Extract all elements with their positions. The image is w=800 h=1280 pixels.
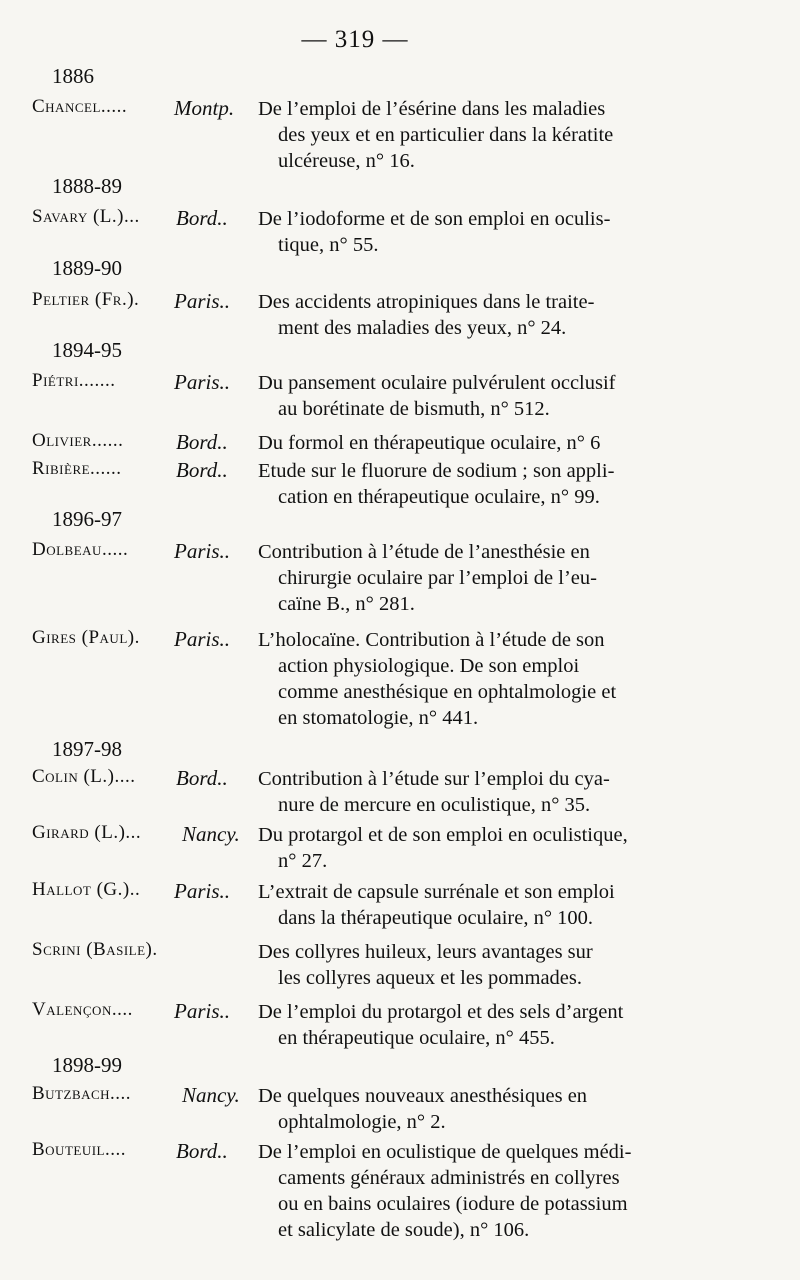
year-heading: 1896-97 xyxy=(52,507,122,531)
entry-title-line: Des collyres huileux, leurs avantages sur xyxy=(258,941,593,963)
entry-title-line: caïne B., n° 281. xyxy=(278,593,415,615)
entry-title-line: Etude sur le fluorure de sodium ; son appli- xyxy=(258,460,615,482)
entry-title-line: Du protargol et de son emploi en oculistique, xyxy=(258,824,628,846)
entry-title xyxy=(258,430,688,456)
entry-title-line: ulcéreuse, n° 16. xyxy=(278,150,415,172)
year-heading: 1894-95 xyxy=(52,338,122,362)
entry-title xyxy=(258,627,688,731)
entry-city: Montp. xyxy=(174,96,235,120)
entry-title-line: et salicylate de soude), n° 106. xyxy=(278,1219,530,1241)
entry-city: Paris.. xyxy=(174,999,231,1023)
entry-title-line: De quelques nouveaux anesthésiques en xyxy=(258,1085,588,1107)
entry-author: Peltier (Fr.). xyxy=(32,289,140,310)
entry-author: Girard (L.)... xyxy=(32,822,142,843)
entry-author: Scrini (Basile). xyxy=(32,939,158,960)
entry-title-line: nure de mercure en oculistique, n° 35. xyxy=(278,794,591,816)
entry-title xyxy=(258,1139,688,1243)
entry-city: Paris.. xyxy=(174,879,231,903)
page-number: — 319 — xyxy=(301,26,409,53)
entry-city: Paris.. xyxy=(174,289,231,313)
entry-title-line: des yeux et en particulier dans la kératite xyxy=(278,124,614,146)
entry-title-line: De l’emploi du protargol et des sels d’argent xyxy=(258,1001,624,1023)
entry-title-line: les collyres aqueux et les pommades. xyxy=(278,967,582,989)
entry-title-line: De l’emploi de l’ésérine dans les maladies xyxy=(258,98,606,120)
entry-city: Paris.. xyxy=(174,370,231,394)
year-heading: 1889-90 xyxy=(52,256,122,280)
entry-title-line: au borétinate de bismuth, n° 512. xyxy=(278,398,550,420)
entry-title xyxy=(258,539,688,617)
year-heading: 1897-98 xyxy=(52,737,122,761)
year-heading: 1886 xyxy=(52,64,94,88)
entry-city: Bord.. xyxy=(176,430,228,454)
entry-city: Paris.. xyxy=(174,627,231,651)
entry-author: Piétri....... xyxy=(32,370,116,391)
entry-title-line: Du formol en thérapeutique oculaire, n° 6 xyxy=(258,432,601,454)
entry-title-line: n° 27. xyxy=(278,850,328,872)
entry-title xyxy=(258,879,688,931)
entry-title-line: caments généraux administrés en collyres xyxy=(278,1167,620,1189)
entry-author: Dolbeau..... xyxy=(32,539,129,560)
year-heading: 1898-99 xyxy=(52,1053,122,1077)
entry-title xyxy=(258,1083,688,1135)
entry-title-line: en stomatologie, n° 441. xyxy=(278,707,479,729)
entry-title-line: Contribution à l’étude sur l’emploi du cya- xyxy=(258,768,610,790)
entry-author: Gires (Paul). xyxy=(32,627,140,648)
entry-title-line: dans la thérapeutique oculaire, n° 100. xyxy=(278,907,594,929)
entry-author: Colin (L.).... xyxy=(32,766,136,787)
entry-author: Ribière...... xyxy=(32,458,122,479)
entry-title-line: Du pansement oculaire pulvérulent occlusif xyxy=(258,372,616,394)
entry-author: Chancel..... xyxy=(32,96,128,117)
entry-title-line: chirurgie oculaire par l’emploi de l’eu- xyxy=(278,567,597,589)
entry-author: Valençon.... xyxy=(32,999,133,1020)
entry-title-line: Des accidents atropiniques dans le traite- xyxy=(258,291,595,313)
entry-city: Bord.. xyxy=(176,458,228,482)
entry-title xyxy=(258,370,688,422)
entry-title xyxy=(258,206,688,258)
entry-title-line: ment des maladies des yeux, n° 24. xyxy=(278,317,567,339)
entry-title-line: Contribution à l’étude de l’anesthésie en xyxy=(258,541,590,563)
entry-author: Savary (L.)... xyxy=(32,206,140,227)
entry-title xyxy=(258,289,688,341)
entry-title-line: tique, n° 55. xyxy=(278,234,379,256)
entry-city: Paris.. xyxy=(174,539,231,563)
entry-title-line: en thérapeutique oculaire, n° 455. xyxy=(278,1027,555,1049)
entry-title-line: De l’iodoforme et de son emploi en oculis- xyxy=(258,208,611,230)
entry-title-line: action physiologique. De son emploi xyxy=(278,655,580,677)
entry-title-line: ou en bains oculaires (iodure de potassium xyxy=(278,1193,628,1215)
entry-title xyxy=(258,766,688,818)
entry-city: Nancy. xyxy=(182,1083,240,1107)
entry-city: Bord.. xyxy=(176,766,228,790)
entry-title xyxy=(258,999,688,1051)
entry-title xyxy=(258,458,688,510)
entry-city: Bord.. xyxy=(176,206,228,230)
entry-title-line: De l’emploi en oculistique de quelques médi- xyxy=(258,1141,632,1163)
entry-title-line: L’extrait de capsule surrénale et son emploi xyxy=(258,881,615,903)
year-heading: 1888-89 xyxy=(52,174,122,198)
entry-title-line: cation en thérapeutique oculaire, n° 99. xyxy=(278,486,600,508)
entry-author: Olivier...... xyxy=(32,430,124,451)
entry-author: Hallot (G.).. xyxy=(32,879,141,900)
entry-title xyxy=(258,96,688,174)
entry-title xyxy=(258,939,688,991)
entry-title-line: L’holocaïne. Contribution à l’étude de son xyxy=(258,629,605,651)
entry-author: Butzbach.... xyxy=(32,1083,132,1104)
entry-title xyxy=(258,822,688,874)
entry-title-line: ophtalmologie, n° 2. xyxy=(278,1111,446,1133)
entry-author: Bouteuil.... xyxy=(32,1139,126,1160)
entry-city: Bord.. xyxy=(176,1139,228,1163)
entry-title-line: comme anesthésique en ophtalmologie et xyxy=(278,681,617,703)
entry-city: Nancy. xyxy=(182,822,240,846)
